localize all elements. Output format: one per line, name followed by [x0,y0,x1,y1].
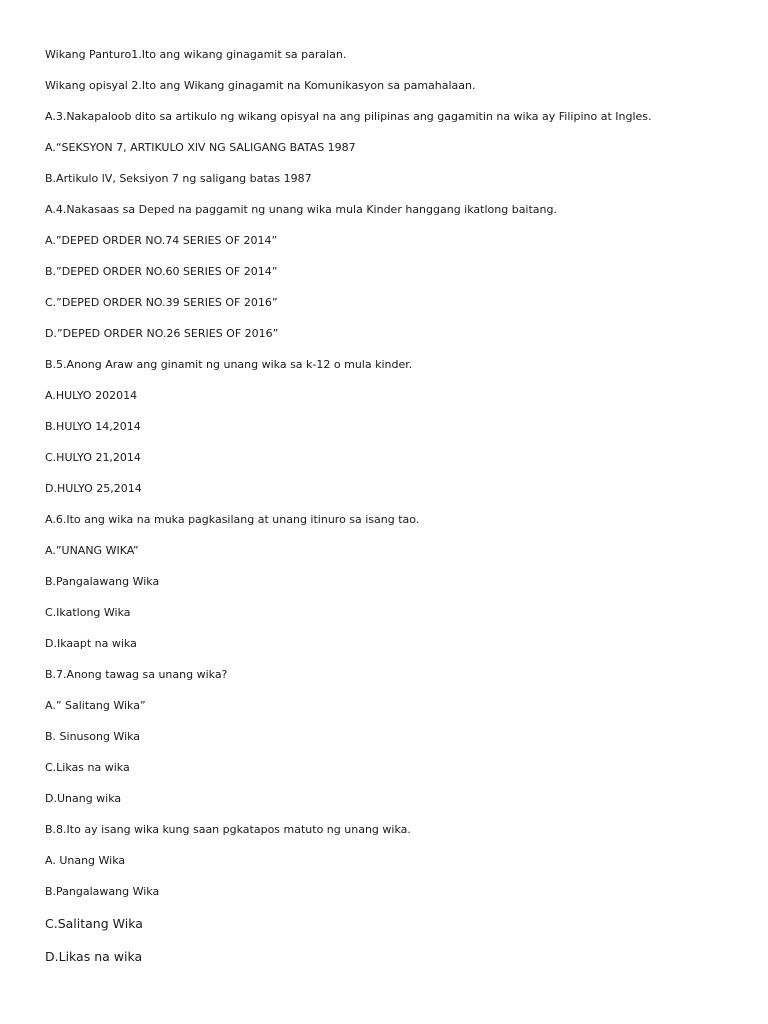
text-line: C.Likas na wika [45,761,130,774]
text-line: A.6.Ito ang wika na muka pagkasilang at unang itinuro sa isang tao. [45,513,420,526]
text-line: A.”UNANG WIKA” [45,544,139,557]
text-line: B. Sinusong Wika [45,730,141,743]
text-line: C.HULYO 21,2014 [45,451,141,464]
text-line: A. Unang Wika [45,854,126,867]
text-line: D.”DEPED ORDER NO.26 SERIES OF 2016” [45,327,279,340]
text-line: B.5.Anong Araw ang ginamit ng unang wika sa k-12 o mula kinder. [45,358,413,371]
text-line: B.HULYO 14,2014 [45,420,141,433]
text-line: B.Pangalawang Wika [45,575,160,588]
text-line: C.Ikatlong Wika [45,606,131,619]
text-line: B.7.Anong tawag sa unang wika? [45,668,228,681]
text-line: A.HULYO 202014 [45,389,138,402]
text-line: C.”DEPED ORDER NO.39 SERIES OF 2016” [45,296,278,309]
text-line: A.3.Nakapaloob dito sa artikulo ng wikang opisyal na ang pilipinas ang gagamitin na wika ay Filipino at Ingles. [45,110,652,123]
text-line: A.4.Nakasaas sa Deped na paggamit ng unang wika mula Kinder hanggang ikatlong baitang. [45,203,557,216]
text-line: B.Artikulo lV, Seksiyon 7 ng saligang batas 1987 [45,172,312,185]
text-line: D.HULYO 25,2014 [45,482,142,495]
text-line: B.8.Ito ay isang wika kung saan pgkatapos matuto ng unang wika. [45,823,411,836]
text-line: D.Likas na wika [45,949,143,964]
text-line: A.”DEPED ORDER NO.74 SERIES OF 2014” [45,234,278,247]
text-line: Wikang Panturo1.Ito ang wikang ginagamit sa paralan. [45,48,347,61]
text-line: C.Salitang Wika [45,916,143,931]
text-line: A.” Salitang Wika” [45,699,146,712]
text-line: B.Pangalawang Wika [45,885,160,898]
text-line: A.“SEKSYON 7, ARTIKULO XlV NG SALIGANG BATAS 1987 [45,141,356,154]
text-line: B.”DEPED ORDER NO.60 SERIES OF 2014” [45,265,278,278]
text-line: Wikang opisyal 2.Ito ang Wikang ginagamit na Komunikasyon sa pamahalaan. [45,79,476,92]
text-line: D.Ikaapt na wika [45,637,137,650]
text-line: D.Unang wika [45,792,122,805]
